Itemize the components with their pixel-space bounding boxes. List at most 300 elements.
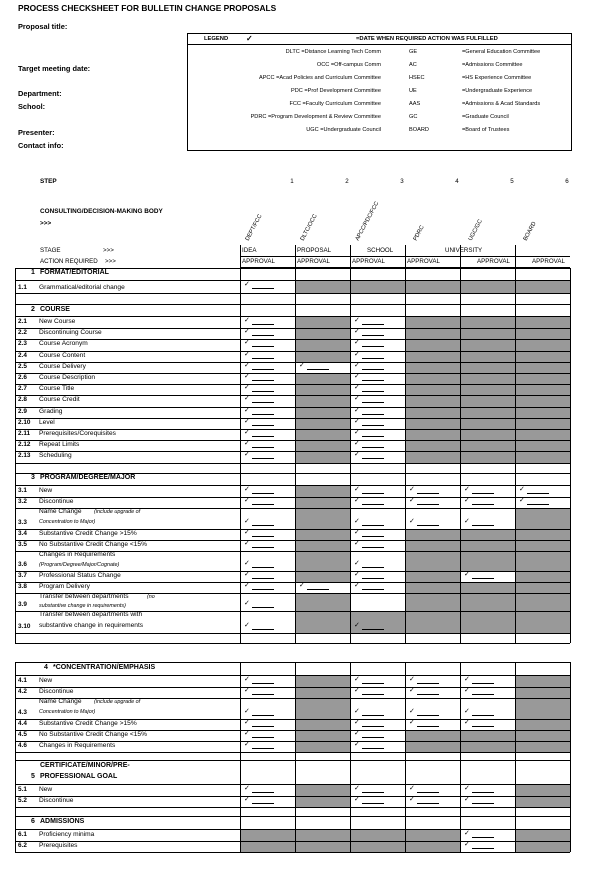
legend-code-meaning: =Admissions & Acad Standards bbox=[462, 101, 541, 107]
legend-code: GC bbox=[409, 114, 418, 120]
date-line bbox=[362, 358, 384, 359]
section-number: 5 bbox=[31, 773, 35, 780]
grid-rule bbox=[15, 760, 570, 761]
date-line bbox=[362, 694, 384, 695]
date-line bbox=[252, 803, 274, 804]
check-mark-icon: ✓ bbox=[244, 687, 250, 694]
check-mark-icon: ✓ bbox=[464, 571, 470, 578]
date-line bbox=[252, 748, 274, 749]
date-line bbox=[362, 324, 384, 325]
check-mark-icon: ✓ bbox=[244, 719, 250, 726]
section-number: 2 bbox=[31, 306, 35, 313]
row-label: New bbox=[39, 677, 53, 684]
grid-rule bbox=[15, 293, 570, 294]
row-number: 2.11 bbox=[18, 430, 31, 437]
date-line bbox=[362, 536, 384, 537]
date-line bbox=[362, 726, 384, 727]
check-mark-icon: ✓ bbox=[244, 361, 250, 369]
date-line bbox=[472, 792, 494, 793]
legend-code-meaning: =General Education Committee bbox=[462, 49, 541, 55]
row-label: Proficiency minima bbox=[39, 831, 95, 838]
check-mark-icon: ✓ bbox=[354, 417, 360, 425]
check-mark-icon: ✓ bbox=[354, 708, 360, 715]
legend-code: AC bbox=[409, 62, 417, 68]
row-number: 3.3 bbox=[18, 519, 27, 526]
check-mark-icon: ✓ bbox=[464, 708, 470, 715]
row-number: 3.9 bbox=[18, 601, 27, 608]
legend-committee: OCC =Off-campus Comm bbox=[316, 62, 381, 68]
check-mark-icon: ✓ bbox=[244, 417, 250, 425]
row-label: Prerequisites/Corequisites bbox=[39, 430, 116, 437]
row-label: Repeat Limits bbox=[39, 441, 80, 449]
grid-rule bbox=[405, 245, 406, 643]
date-line bbox=[362, 346, 384, 347]
date-line bbox=[362, 380, 384, 381]
date-line bbox=[362, 447, 384, 448]
date-line bbox=[252, 324, 274, 325]
grid-rule bbox=[15, 497, 570, 498]
body-header-board: BOARD bbox=[522, 220, 538, 242]
date-line bbox=[472, 726, 494, 727]
date-line bbox=[417, 683, 439, 684]
grid-rule bbox=[15, 304, 570, 305]
stage-proposal: PROPOSAL bbox=[297, 247, 332, 254]
check-mark-icon: ✓ bbox=[354, 350, 360, 358]
row-number: 4.4 bbox=[18, 720, 27, 727]
grid-rule bbox=[240, 662, 241, 852]
row-number: 4.3 bbox=[18, 709, 27, 716]
date-line bbox=[362, 683, 384, 684]
legend-row bbox=[188, 101, 571, 113]
legend-committee: DLTC =Distance Learning Tech Comm bbox=[285, 49, 381, 55]
check-mark-icon: ✓ bbox=[354, 785, 360, 792]
check-mark-icon: ✓ bbox=[409, 687, 415, 694]
date-line bbox=[252, 380, 274, 381]
row-number: 6.1 bbox=[18, 831, 27, 838]
step-number: 3 bbox=[400, 178, 404, 185]
row-number: 3.10 bbox=[18, 623, 31, 630]
date-line bbox=[252, 425, 274, 426]
check-mark-icon: ✓ bbox=[354, 440, 360, 448]
grid-rule bbox=[570, 268, 571, 643]
check-mark-icon: ✓ bbox=[244, 406, 250, 414]
check-mark-icon: ✓ bbox=[354, 687, 360, 694]
check-mark-icon: ✓ bbox=[299, 361, 305, 369]
check-mark-icon: ✓ bbox=[354, 497, 360, 504]
row-number: 2.9 bbox=[18, 407, 27, 415]
check-mark-icon: ✓ bbox=[244, 708, 250, 715]
grid-rule bbox=[15, 351, 570, 352]
row-label: Discontinue bbox=[39, 688, 74, 695]
check-mark-icon: ✓ bbox=[519, 486, 525, 493]
check-mark-icon: ✓ bbox=[244, 486, 250, 493]
date-line bbox=[417, 726, 439, 727]
legend-committee: FCC =Faculty Curriculum Committee bbox=[289, 101, 381, 107]
row-label: No Substantive Credit Change <15% bbox=[39, 731, 147, 738]
date-line bbox=[472, 493, 494, 494]
date-line bbox=[362, 567, 384, 568]
row-number: 4.1 bbox=[18, 677, 27, 684]
check-mark-icon: ✓ bbox=[354, 796, 360, 803]
row-label: Level bbox=[39, 418, 55, 426]
grid-rule bbox=[350, 245, 351, 643]
check-mark-icon: ✓ bbox=[464, 796, 470, 803]
check-mark-icon: ✓ bbox=[354, 373, 360, 380]
grid-rule bbox=[405, 662, 406, 852]
date-line bbox=[362, 402, 384, 403]
grid-rule bbox=[15, 687, 570, 688]
check-mark-icon: ✓ bbox=[354, 529, 360, 536]
row-label: Grammatical/editorial change bbox=[39, 284, 125, 291]
legend-committee: PDC =Prof Development Committee bbox=[291, 88, 381, 94]
date-line bbox=[417, 504, 439, 505]
check-mark-icon: ✓ bbox=[354, 730, 360, 737]
shaded-cell bbox=[460, 529, 515, 571]
step-number: 4 bbox=[455, 178, 459, 185]
row-number: 3.4 bbox=[18, 530, 27, 537]
check-mark-icon: ✓ bbox=[244, 497, 250, 504]
check-mark-icon: ✓ bbox=[354, 486, 360, 493]
row-number: 6.2 bbox=[18, 842, 27, 849]
date-line bbox=[362, 748, 384, 749]
date-line bbox=[472, 837, 494, 838]
legend-committee: PDRC =Program Development & Review Committee bbox=[250, 114, 381, 120]
legend-code-meaning: =Board of Trustees bbox=[462, 127, 510, 133]
row-label: Grading bbox=[39, 407, 63, 415]
date-line bbox=[252, 683, 274, 684]
date-line bbox=[417, 493, 439, 494]
legend-heading: LEGEND bbox=[204, 36, 229, 42]
date-line bbox=[252, 288, 274, 289]
row-number: 4.6 bbox=[18, 742, 27, 749]
date-line bbox=[252, 567, 274, 568]
check-mark-icon: ✓ bbox=[409, 486, 415, 493]
grid-rule bbox=[15, 643, 570, 644]
row-label: Transfer between departments with bbox=[39, 611, 143, 618]
legend-code-meaning: =HS Experience Committee bbox=[462, 75, 532, 81]
row-label: Substantive Credit Change >15% bbox=[39, 530, 137, 537]
date-line bbox=[362, 525, 384, 526]
row-label: Course Content bbox=[39, 351, 86, 359]
legend-divider bbox=[188, 44, 571, 45]
date-line bbox=[362, 547, 384, 548]
row-label: Discontinue bbox=[39, 498, 74, 505]
row-number: 2.10 bbox=[18, 418, 31, 426]
row-label: New Course bbox=[39, 318, 76, 325]
grid-rule bbox=[15, 852, 570, 853]
legend-committee: APCC =Acad Policies and Curriculum Committee bbox=[258, 75, 381, 81]
grid-rule bbox=[15, 582, 570, 583]
date-line bbox=[252, 694, 274, 695]
legend-row bbox=[188, 62, 571, 74]
date-line bbox=[472, 694, 494, 695]
legend-row bbox=[188, 75, 571, 87]
grid-rule bbox=[515, 662, 516, 852]
date-line bbox=[252, 536, 274, 537]
row-label: Discontinue bbox=[39, 797, 74, 804]
date-line bbox=[252, 578, 274, 579]
row-label: Course Description bbox=[39, 374, 96, 381]
date-line bbox=[252, 391, 274, 392]
date-line bbox=[362, 414, 384, 415]
row-note: (include upgrade of bbox=[94, 699, 141, 705]
check-mark-icon: ✓ bbox=[246, 34, 253, 43]
body-arrows: >>> bbox=[40, 220, 52, 227]
check-mark-icon: ✓ bbox=[354, 328, 360, 336]
grid-rule bbox=[15, 451, 570, 452]
date-line bbox=[362, 436, 384, 437]
date-line bbox=[307, 589, 329, 590]
check-mark-icon: ✓ bbox=[244, 373, 250, 380]
row-label: Substantive Credit Change >15% bbox=[39, 720, 137, 727]
date-line bbox=[252, 369, 274, 370]
shaded-cell bbox=[460, 582, 515, 633]
date-line bbox=[472, 504, 494, 505]
grid-rule bbox=[295, 245, 296, 643]
row-note: (include upgrade of bbox=[94, 509, 141, 515]
check-mark-icon: ✓ bbox=[354, 395, 360, 403]
row-number: 2.7 bbox=[18, 385, 27, 393]
action-label: ACTION REQUIRED bbox=[40, 258, 98, 265]
grid-rule bbox=[295, 662, 296, 852]
check-mark-icon: ✓ bbox=[299, 582, 305, 589]
grid-rule bbox=[15, 463, 570, 464]
row-note: Concentration to Major) bbox=[39, 709, 96, 715]
row-number: 3.6 bbox=[18, 561, 27, 568]
action-approval: APPROVAL bbox=[407, 258, 440, 265]
row-label: Course Delivery bbox=[39, 362, 86, 370]
row-label: Program Delivery bbox=[39, 583, 90, 590]
legend-code: BOARD bbox=[409, 127, 429, 133]
date-line bbox=[252, 589, 274, 590]
check-mark-icon: ✓ bbox=[464, 518, 470, 525]
grid-rule bbox=[15, 752, 570, 753]
check-mark-icon: ✓ bbox=[244, 741, 250, 748]
body-header-ugc-gc: UGC/GC bbox=[467, 218, 484, 242]
date-line bbox=[252, 436, 274, 437]
grid-rule bbox=[570, 662, 571, 852]
date-line bbox=[472, 525, 494, 526]
check-mark-icon: ✓ bbox=[244, 395, 250, 403]
section-number: 4 bbox=[44, 664, 48, 671]
date-line bbox=[252, 792, 274, 793]
grid-rule bbox=[15, 407, 570, 408]
check-mark-icon: ✓ bbox=[244, 622, 250, 629]
row-label: Name Change bbox=[39, 698, 82, 705]
grid-rule bbox=[515, 245, 516, 643]
check-mark-icon: ✓ bbox=[354, 741, 360, 748]
section-number: 6 bbox=[31, 818, 35, 825]
legend-box bbox=[187, 33, 572, 151]
check-mark-icon: ✓ bbox=[354, 719, 360, 726]
row-label: substantive change in requirements bbox=[39, 622, 144, 629]
date-line bbox=[417, 792, 439, 793]
check-mark-icon: ✓ bbox=[409, 719, 415, 726]
date-line bbox=[252, 525, 274, 526]
check-mark-icon: ✓ bbox=[244, 796, 250, 803]
check-mark-icon: ✓ bbox=[354, 429, 360, 436]
date-line bbox=[417, 525, 439, 526]
date-line bbox=[362, 803, 384, 804]
date-line bbox=[362, 504, 384, 505]
date-line bbox=[472, 683, 494, 684]
row-number: 3.8 bbox=[18, 583, 27, 590]
stage-idea: IDEA bbox=[242, 247, 257, 254]
grid-rule bbox=[15, 633, 570, 634]
check-mark-icon: ✓ bbox=[354, 540, 360, 547]
date-line bbox=[252, 504, 274, 505]
date-line bbox=[472, 848, 494, 849]
date-line bbox=[362, 589, 384, 590]
legend-row bbox=[188, 127, 571, 139]
row-label: New bbox=[39, 786, 53, 793]
date-line bbox=[527, 504, 549, 505]
section-title: COURSE bbox=[40, 306, 70, 313]
section-number: 1 bbox=[31, 269, 35, 276]
legend-committee: UGC =Undergraduate Council bbox=[306, 127, 381, 133]
grid-rule bbox=[15, 796, 570, 797]
date-line bbox=[252, 414, 274, 415]
step-number: 1 bbox=[290, 178, 294, 185]
legend-code: HSEC bbox=[409, 75, 425, 81]
date-line bbox=[362, 425, 384, 426]
shaded-cell bbox=[295, 281, 570, 293]
section-title: CERTIFICATE/MINOR/PRE- bbox=[40, 762, 130, 769]
check-mark-icon: ✓ bbox=[244, 518, 250, 525]
date-line bbox=[362, 391, 384, 392]
date-line bbox=[417, 803, 439, 804]
row-number: 5.1 bbox=[18, 786, 27, 793]
date-line bbox=[362, 629, 384, 630]
step-number: 6 bbox=[565, 178, 569, 185]
grid-rule bbox=[15, 362, 570, 363]
date-line bbox=[417, 715, 439, 716]
row-number: 3.2 bbox=[18, 498, 27, 505]
check-mark-icon: ✓ bbox=[464, 676, 470, 683]
stage-arrows: >>> bbox=[103, 247, 114, 254]
date-line bbox=[417, 694, 439, 695]
grid-rule bbox=[460, 245, 461, 643]
date-line bbox=[362, 792, 384, 793]
section-title: ADMISSIONS bbox=[40, 818, 85, 825]
document-title: PROCESS CHECKSHEET FOR BULLETIN CHANGE PROPOSALS bbox=[18, 3, 277, 13]
action-approval: APPROVAL bbox=[352, 258, 385, 265]
check-mark-icon: ✓ bbox=[244, 281, 250, 288]
date-line bbox=[472, 715, 494, 716]
row-note: substantive change in requirements) bbox=[39, 603, 126, 609]
check-mark-icon: ✓ bbox=[464, 486, 470, 493]
target-date-label: Target meeting date: bbox=[18, 64, 91, 73]
grid-rule bbox=[240, 245, 241, 643]
check-mark-icon: ✓ bbox=[409, 708, 415, 715]
legend-code: AAS bbox=[409, 101, 421, 107]
row-number: 3.1 bbox=[18, 487, 27, 494]
section-title: PROGRAM/DEGREE/MAJOR bbox=[40, 474, 136, 481]
date-line bbox=[252, 607, 274, 608]
grid-rule bbox=[15, 384, 570, 385]
check-mark-icon: ✓ bbox=[354, 451, 360, 459]
date-line bbox=[362, 715, 384, 716]
check-mark-icon: ✓ bbox=[244, 384, 250, 392]
legend-check-meaning: =DATE WHEN REQUIRED ACTION WAS FULFILLED bbox=[356, 36, 498, 42]
row-number: 4.2 bbox=[18, 688, 27, 695]
row-label: Discontinuing Course bbox=[39, 329, 102, 337]
presenter-label: Presenter: bbox=[18, 128, 55, 137]
stage-school: SCHOOL bbox=[367, 247, 394, 254]
check-mark-icon: ✓ bbox=[354, 582, 360, 589]
check-mark-icon: ✓ bbox=[244, 429, 250, 436]
check-mark-icon: ✓ bbox=[244, 571, 250, 578]
row-label: Transfer between departments bbox=[39, 593, 129, 600]
check-mark-icon: ✓ bbox=[354, 571, 360, 578]
check-mark-icon: ✓ bbox=[244, 785, 250, 792]
check-mark-icon: ✓ bbox=[244, 440, 250, 448]
legend-code: UE bbox=[409, 88, 417, 94]
check-mark-icon: ✓ bbox=[244, 350, 250, 358]
shaded-cell bbox=[295, 486, 350, 582]
check-mark-icon: ✓ bbox=[464, 841, 470, 848]
section-title: PROFESSIONAL GOAL bbox=[40, 773, 118, 780]
check-mark-icon: ✓ bbox=[354, 560, 360, 567]
check-mark-icon: ✓ bbox=[244, 328, 250, 336]
shaded-cell bbox=[405, 529, 460, 633]
stage-university: UNIVERSITY bbox=[445, 247, 483, 254]
row-number: 5.2 bbox=[18, 797, 27, 804]
step-label: STEP bbox=[40, 178, 57, 185]
row-number: 2.3 bbox=[18, 340, 27, 348]
row-number: 2.4 bbox=[18, 351, 27, 359]
legend-row bbox=[188, 88, 571, 100]
action-approval: APPROVAL bbox=[242, 258, 275, 265]
date-line bbox=[252, 547, 274, 548]
check-mark-icon: ✓ bbox=[409, 796, 415, 803]
date-line bbox=[362, 493, 384, 494]
legend-row bbox=[188, 49, 571, 61]
row-label: Prerequisites bbox=[39, 842, 78, 849]
grid-rule bbox=[15, 373, 570, 374]
check-mark-icon: ✓ bbox=[409, 785, 415, 792]
check-mark-icon: ✓ bbox=[464, 687, 470, 694]
row-number: 1.1 bbox=[18, 284, 27, 291]
grid-rule bbox=[15, 485, 570, 486]
grid-rule bbox=[15, 816, 570, 817]
grid-rule bbox=[350, 662, 351, 852]
grid-rule bbox=[15, 339, 570, 340]
stage-label: STAGE bbox=[40, 247, 61, 254]
row-label: New bbox=[39, 487, 53, 494]
row-label: Changes in Requirements bbox=[39, 742, 116, 749]
department-label: Department: bbox=[18, 89, 62, 98]
date-line bbox=[362, 578, 384, 579]
legend-row bbox=[188, 114, 571, 126]
row-number: 2.12 bbox=[18, 441, 31, 449]
date-line bbox=[472, 578, 494, 579]
check-mark-icon: ✓ bbox=[244, 529, 250, 536]
section-title: FORMAT/EDITORIAL bbox=[40, 269, 109, 276]
row-number: 2.6 bbox=[18, 374, 27, 381]
check-mark-icon: ✓ bbox=[409, 518, 415, 525]
date-line bbox=[252, 346, 274, 347]
check-mark-icon: ✓ bbox=[464, 785, 470, 792]
legend-code-meaning: =Graduate Council bbox=[462, 114, 509, 120]
row-label: Course Acronym bbox=[39, 340, 88, 348]
date-line bbox=[252, 458, 274, 459]
row-label: Professional Status Change bbox=[39, 572, 121, 579]
grid-rule bbox=[15, 395, 570, 396]
check-mark-icon: ✓ bbox=[354, 676, 360, 683]
action-arrows: >>> bbox=[105, 258, 116, 265]
row-note: (no bbox=[147, 594, 155, 600]
